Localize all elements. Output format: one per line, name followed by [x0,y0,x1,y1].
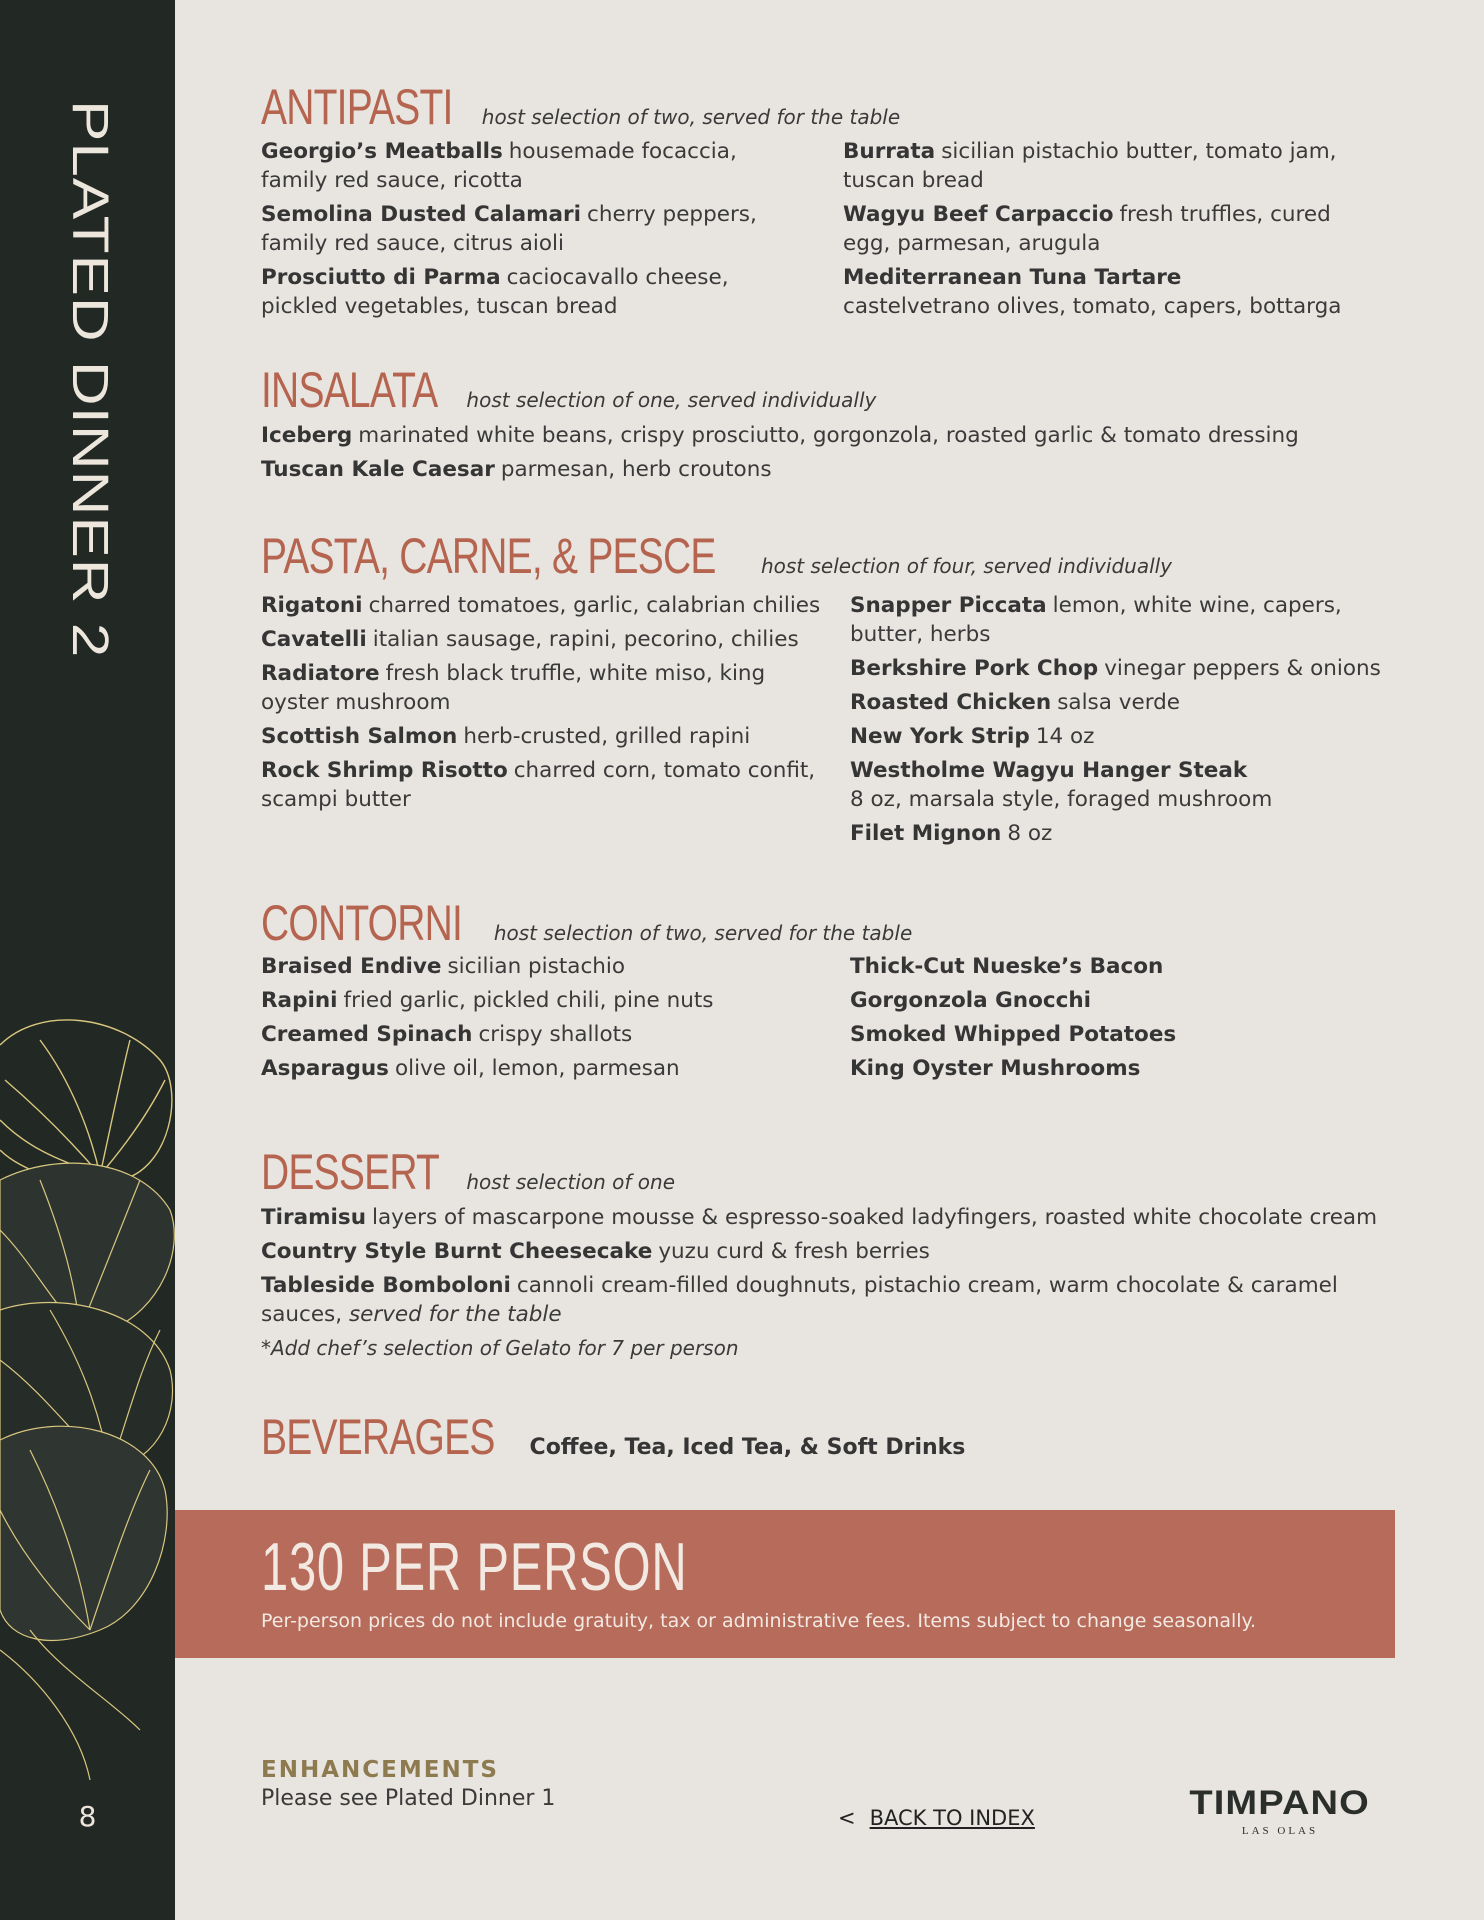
pasta-left-list [261,591,821,819]
antipasti-left-list [261,137,801,326]
menu-item: Tableside Bomboloni cannoli cream-filled doughnuts, pistachio cream, warm chocolate & caramel sauces, served for the table [261,1273,1338,1327]
pasta-right-list [850,591,1395,853]
sidebar [0,0,175,1920]
section-title: DESSERT [261,1144,440,1200]
menu-item: Wagyu Beef Carpaccio fresh truffles, cured egg, parmesan, arugula [843,202,1331,256]
insalata-header [261,362,877,418]
enhancements-title: ENHANCEMENTS [261,1757,499,1783]
menu-item: Berkshire Pork Chop vinegar peppers & onions [850,656,1381,681]
menu-item: Creamed Spinach crispy shallots [261,1022,633,1047]
menu-item: King Oyster Mushrooms [850,1056,1141,1081]
beverages-text: Coffee, Tea, Iced Tea, & Soft Drinks [529,1435,966,1460]
section-note: host selection of one, served individually [466,388,877,412]
contorni-header [261,895,913,951]
chevron-left-icon: < [838,1806,856,1830]
insalata-list [261,421,1401,489]
leaf-illustration [0,1010,175,1780]
section-title: INSALATA [261,362,438,418]
dessert-list [261,1203,1401,1368]
back-to-index-label[interactable]: BACK TO INDEX [869,1806,1035,1830]
menu-item: Country Style Burnt Cheesecake yuzu curd & fresh berries [261,1239,930,1264]
price-note: Per-person prices do not include gratuity, tax or administrative fees. Items subject to change seasonally. [261,1610,1257,1632]
menu-item: Scottish Salmon herb-crusted, grilled rapini [261,724,751,749]
antipasti-right-list [843,137,1363,326]
menu-item: New York Strip 14 oz [850,724,1095,749]
antipasti-header [261,79,901,135]
gelato-note: *Add chef’s selection of Gelato for 7 per person [261,1336,739,1360]
menu-item: Rapini fried garlic, pickled chili, pine nuts [261,988,714,1013]
menu-item: Rock Shrimp Risotto charred corn, tomato confit, scampi butter [261,758,816,812]
section-note: host selection of two, served for the table [493,921,913,945]
section-title: CONTORNI [261,895,463,951]
sidebar-title: PLATED DINNER 2 [61,100,119,659]
menu-item: Snapper Piccata lemon, white wine, capers, butter, herbs [850,593,1342,647]
menu-item: Georgio’s Meatballs housemade focaccia, family red sauce, ricotta [261,139,737,193]
enhancements-text: Please see Plated Dinner 1 [261,1786,556,1811]
menu-item: Asparagus olive oil, lemon, parmesan [261,1056,680,1081]
menu-item: Tiramisu layers of mascarpone mousse & espresso-soaked ladyfingers, roasted white chocolate cream [261,1205,1378,1230]
price-title: 130 PER PERSON [261,1529,688,1605]
menu-item: Prosciutto di Parma caciocavallo cheese, pickled vegetables, tuscan bread [261,265,729,319]
menu-item: Thick-Cut Nueske’s Bacon [850,954,1164,979]
menu-item: Rigatoni charred tomatoes, garlic, calabrian chilies [261,593,821,618]
menu-item: Burrata sicilian pistachio butter, tomato jam, tuscan bread [843,139,1337,193]
menu-item: Iceberg marinated white beans, crispy prosciutto, gorgonzola, roasted garlic & tomato dressing [261,423,1299,448]
price-band [175,1510,1395,1658]
dessert-header [261,1144,675,1200]
menu-item: Braised Endive sicilian pistachio [261,954,626,979]
timpano-logo [1166,1784,1394,1837]
section-title: BEVERAGES [261,1409,495,1465]
menu-item: Westholme Wagyu Hanger Steak 8 oz, marsala style, foraged mushroom [850,758,1273,812]
logo-wordmark: TIMPANO [1189,1784,1371,1822]
menu-item: Smoked Whipped Potatoes [850,1022,1177,1047]
contorni-right-list [850,952,1395,1088]
menu-item: Filet Mignon 8 oz [850,821,1053,846]
menu-item: Radiatore fresh black truffle, white miso, king oyster mushroom [261,661,766,715]
beverages-header [261,1409,966,1465]
menu-item: Mediterranean Tuna Tartare castelvetrano olives, tomato, capers, bottarga [843,265,1342,319]
pasta-header [261,528,1173,584]
menu-item: Gorgonzola Gnocchi [850,988,1092,1013]
menu-item: Semolina Dusted Calamari cherry peppers, family red sauce, citrus aioli [261,202,757,256]
section-title: ANTIPASTI [261,79,453,135]
section-note: host selection of one [466,1170,675,1194]
section-note: host selection of four, served individually [760,554,1173,578]
menu-item: Tuscan Kale Caesar parmesan, herb croutons [261,457,772,482]
menu-item: Cavatelli italian sausage, rapini, pecorino, chilies [261,627,799,652]
logo-subtitle: LAS OLAS [1241,1825,1319,1837]
menu-item: Roasted Chicken salsa verde [850,690,1181,715]
contorni-left-list [261,952,821,1088]
section-title: PASTA, CARNE, & PESCE [261,528,716,584]
back-to-index-link[interactable] [838,1806,1035,1830]
page-number: 8 [78,1800,97,1833]
section-note: host selection of two, served for the table [481,105,901,129]
